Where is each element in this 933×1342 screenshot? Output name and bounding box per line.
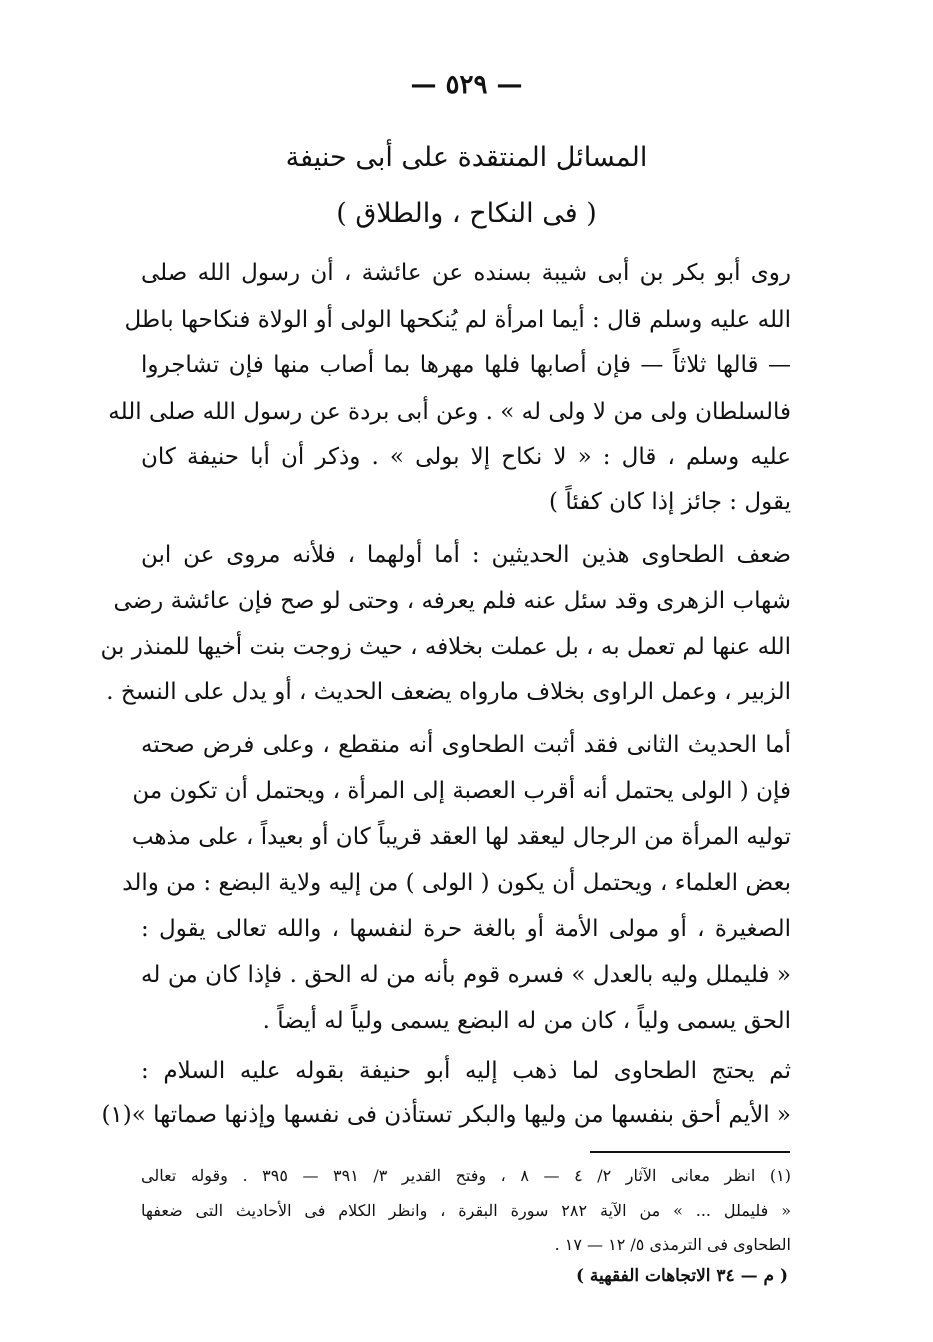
chapter-heading: المسائل المنتقدة على أبى حنيفة <box>285 142 648 173</box>
body-line: الحق يسمى ولياً ، كان من له البضع يسمى ولياً له أيضاً . <box>262 1008 791 1034</box>
section-heading: ( فى النكاح ، والطلاق ) <box>336 198 597 229</box>
footnote-line: (١) انظر معانى الآثار ٢/ ٤ — ٨ ، وفتح القدير ٣/ ٣٩١ — ٣٩٥ . وقوله تعالى <box>141 1166 792 1185</box>
body-line: يقول : جائز إذا كان كفئاً ) <box>549 489 791 515</box>
body-line: ثم يحتج الطحاوى لما ذهب إليه أبو حنيفة بقوله عليه السلام : <box>141 1058 791 1084</box>
body-line: « فليملل وليه بالعدل » فسره قوم بأنه من له الحق . فإذا كان من له <box>141 962 791 988</box>
body-line: — قالها ثلاثاً — فإن أصابها فلها مهرها بما أصاب منها فإن تشاجروا <box>141 352 791 378</box>
footnote-divider <box>590 1151 790 1153</box>
body-line: روى أبو بكر بن أبى شيبة بسنده عن عائشة ، أن رسول الله صلى <box>141 260 791 286</box>
body-line: الصغيرة ، أو مولى الأمة أو بالغة حرة لنفسها ، والله تعالى يقول : <box>141 916 791 942</box>
page-number: — ٥٢٩ — <box>410 70 523 100</box>
footnote-line: الطحاوى فى الترمذى ٥/ ١٢ — ١٧ . <box>554 1235 791 1254</box>
body-line: شهاب الزهرى وقد سئل عنه فلم يعرفه ، وحتى لو صح فإن عائشة رضى <box>113 588 791 614</box>
body-line: فإن ( الولى يحتمل أنه أقرب العصبة إلى المرأة ، ويحتمل أن تكون من <box>132 778 791 804</box>
body-line: عليه وسلم ، قال : « لا نكاح إلا بولى » . وذكر أن أبا حنيفة كان <box>141 444 791 470</box>
body-line: الله عنها لم تعمل به ، بل عملت بخلافه ، حيث زوجت بنت أخيها للمنذر بن <box>100 634 791 660</box>
body-line: ضعف الطحاوى هذين الحديثين : أما أولهما ، فلأنه مروى عن ابن <box>141 542 791 568</box>
body-line: الله عليه وسلم قال : أيما امرأة لم يُنكحها الولى أو الولاة فنكاحها باطل <box>124 307 791 333</box>
body-line: بعض العلماء ، ويحتمل أن يكون ( الولى ) من إليه ولاية البضع : من والد <box>122 870 791 896</box>
body-line: توليه المرأة من الرجال ليعقد لها العقد قريباً كان أو بعيداً ، على مذهب <box>131 824 791 850</box>
body-line: أما الحديث الثانى فقد أثبت الطحاوى أنه منقطع ، وعلى فرض صحته <box>141 732 791 758</box>
footnote-line: « فليملل ... » من الآية ٢٨٢ سورة البقرة ، وانظر الكلام فى الأحاديث التى ضعفها <box>141 1201 792 1220</box>
body-line: « الأيم أحق بنفسها من وليها والبكر تستأذن فى نفسها وإذنها صماتها »(١) <box>101 1102 791 1128</box>
body-line: الزبير ، وعمل الراوى بخلاف مارواه يضعف الحديث ، أو يدل على النسخ . <box>106 679 791 705</box>
body-line: فالسلطان ولى من لا ولى له » . وعن أبى بردة عن رسول الله صلى الله <box>108 399 791 425</box>
printer-signature: ( م — ٣٤ الاتجاهات الفقهية ) <box>575 1266 788 1286</box>
